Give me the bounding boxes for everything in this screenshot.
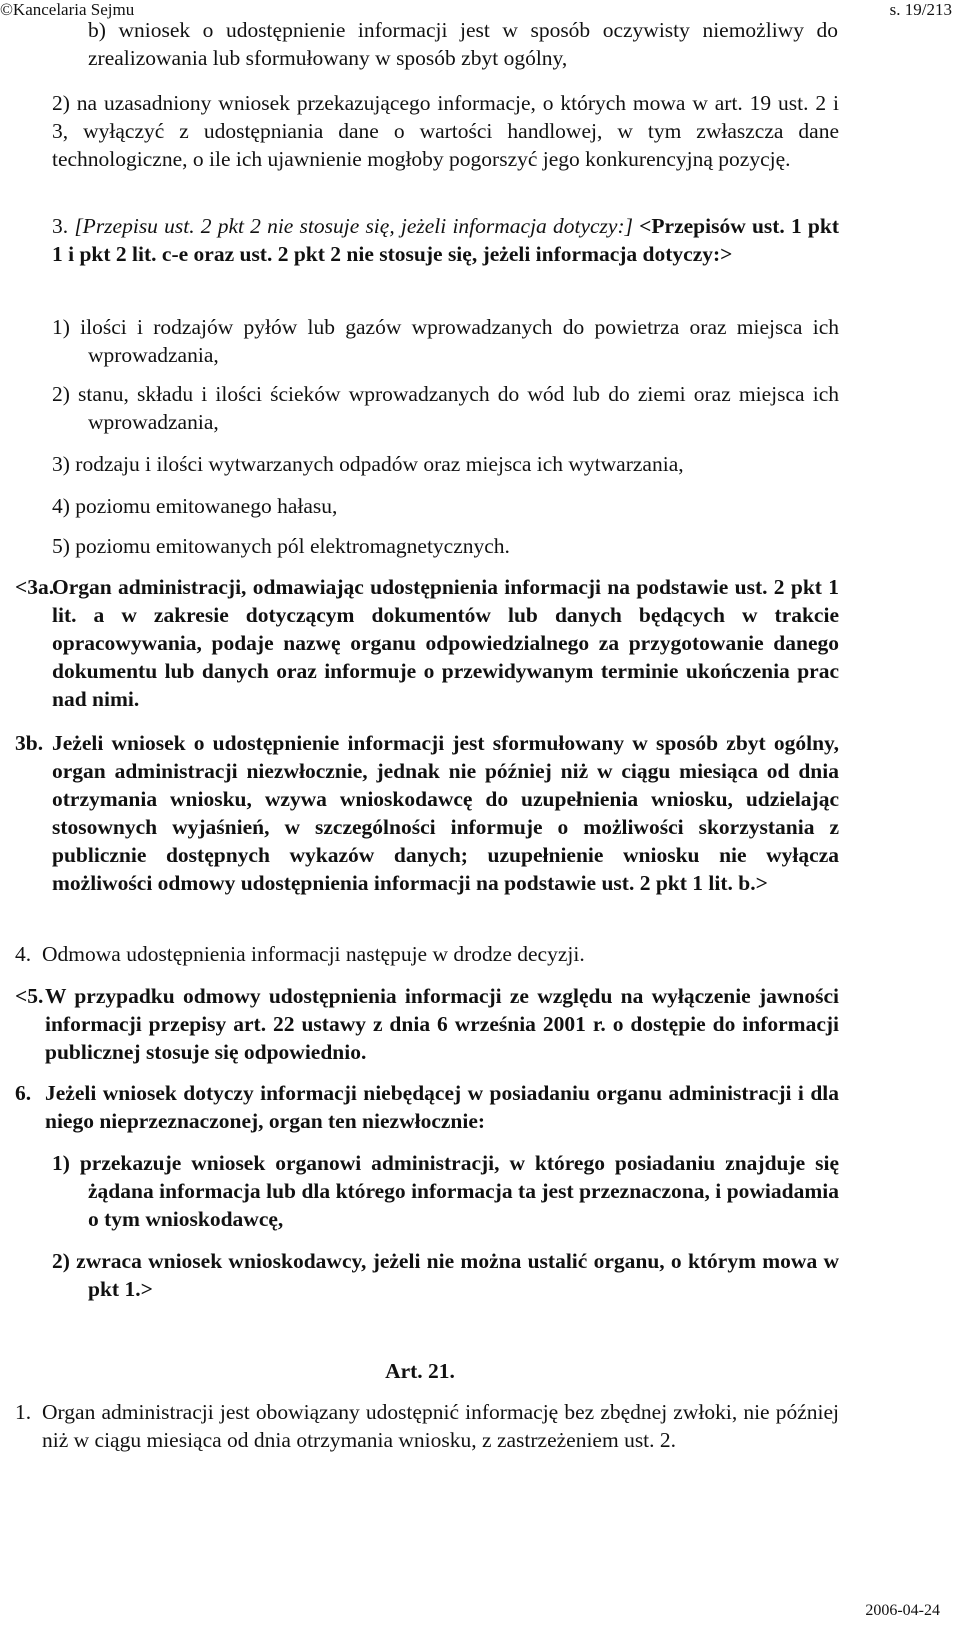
paragraph-6-text: Jeżeli wniosek dotyczy informacji niebędącej w posiadaniu organu administracji i dla niego nieprzeznaczonej, organ ten niezwłocznie: [45, 1081, 839, 1133]
paragraph-3-number: 3. [52, 214, 69, 238]
paragraph-b: b) wniosek o udostępnienie informacji jest w sposób oczywisty niemożliwy do zrealizowania lub sformułowany w sposób zbyt ogólny, [88, 18, 838, 70]
paragraph-3 [52, 212, 839, 268]
paragraph-3b-text: Jeżeli wniosek o udostępnienie informacji jest sformułowany w sposób zbyt ogólny, organ administracji niezwłocznie, jednak nie później niż w ciągu miesiąca od dnia otrzymania wniosku, wzywa wnioskodawcę do uzupełnienia wniosku, udzielając stosownych wyjaśnień, w szczególności informuje o możliwości skorzystania z publicznie dostępnych wykazów danych; uzupełnienie wniosku nie wyłącza możliwości odmowy udostępnienia informacji na podstawie ust. 2 pkt 1 lit. b.> [52, 731, 839, 895]
paragraph-3a-text: Organ administracji, odmawiając udostępnienia informacji na podstawie ust. 2 pkt 1 lit. a w zakresie dotyczącym dokumentów lub danych będących w trakcie opracowywania, podaje nazwę organu odpowiedzialnego za przygotowanie danego dokumentu lub danych oraz informuje o przewidywanym terminie ukończenia prac nad nimi. [52, 575, 839, 711]
header-publisher: ©Kancelaria Sejmu [0, 0, 135, 19]
paragraph-3-new-text: <Przepisów ust. 1 pkt 1 i pkt 2 lit. c-e oraz ust. 2 pkt 2 nie stosuje się, jeżeli informacja dotyczy:> [52, 214, 839, 266]
list-item: 2) zwraca wniosek wnioskodawcy, jeżeli nie można ustalić organu, o którym mowa w pkt 1.> [52, 1249, 839, 1301]
paragraph-4-text: Odmowa udostępnienia informacji następuje w drodze decyzji. [42, 942, 585, 966]
paragraph-5 [15, 982, 839, 1066]
article-21-paragraph-1-number: 1. [15, 1400, 32, 1424]
page-number: s. 19/213 [889, 0, 952, 19]
paragraph-4 [15, 940, 839, 968]
paragraph-6 [15, 1079, 839, 1135]
article-title: Art. 21. [385, 1359, 455, 1383]
paragraph-6-number: 6. [15, 1081, 32, 1105]
paragraph-2: 2) na uzasadniony wniosek przekazującego informacje, o których mowa w art. 19 ust. 2 i 3, wyłączyć z udostępniania dane o wartości handlowej, w tym zwłaszcza dane technologiczne, o ile ich ujawnienie mogłoby pogorszyć jego konkurencyjną pozycję. [52, 91, 839, 171]
paragraph-3a [15, 573, 839, 713]
paragraph-3a-number: <3a. [15, 575, 55, 599]
footer-date: 2006-04-24 [865, 1602, 940, 1619]
list-item: 1) ilości i rodzajów pyłów lub gazów wprowadzanych do powietrza oraz miejsca ich wprowadzania, [52, 315, 839, 367]
paragraph-4-number: 4. [15, 942, 32, 966]
list-item: 2) stanu, składu i ilości ścieków wprowadzanych do wód lub do ziemi oraz miejsca ich wprowadzania, [52, 382, 839, 434]
list-item: 1) przekazuje wniosek organowi administracji, w którego posiadaniu znajduje się żądana informacja lub dla którego informacja ta jest przeznaczona, i powiadamia o tym wnioskodawcę, [52, 1151, 839, 1231]
paragraph-3b-number: 3b. [15, 731, 44, 755]
paragraph-5-number: <5. [15, 984, 44, 1008]
list-item: 3) rodzaju i ilości wytwarzanych odpadów oraz miejsca ich wytwarzania, [52, 452, 684, 476]
list-item: 5) poziomu emitowanych pól elektromagnetycznych. [52, 534, 510, 558]
paragraph-5-text: W przypadku odmowy udostępnienia informacji ze względu na wyłączenie jawności informacji przepisy art. 22 ustawy z dnia 6 września 2001 r. o dostępie do informacji publicznej stosuje się odpowiednio. [45, 984, 839, 1064]
article-21-paragraph-1-text: Organ administracji jest obowiązany udostępnić informację bez zbędnej zwłoki, nie później niż w ciągu miesiąca od dnia otrzymania wniosku, z zastrzeżeniem ust. 2. [42, 1400, 839, 1452]
list-item: 4) poziomu emitowanego hałasu, [52, 494, 338, 518]
paragraph-3b [15, 729, 839, 897]
article-21-paragraph-1 [15, 1398, 839, 1454]
paragraph-3-repealed-text: [Przepisu ust. 2 pkt 2 nie stosuje się, jeżeli informacja dotyczy:] [74, 214, 633, 238]
